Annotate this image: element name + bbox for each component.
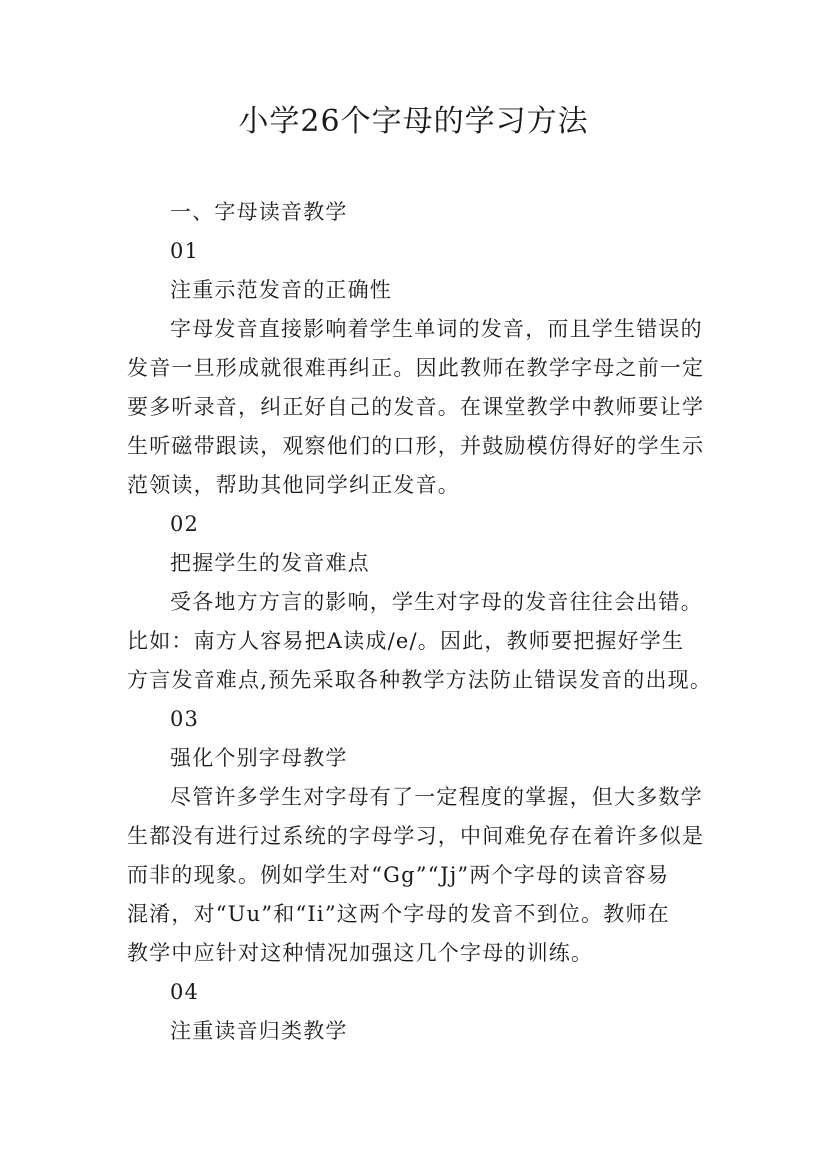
paragraph-line: 教学中应针对这种情况加强这几个字母的训练。 (127, 941, 594, 965)
paragraph-line: 生都没有进行过系统的字母学习，中间难免存在着许多似是 (127, 824, 705, 848)
paragraph-line: 方言发音难点,预先采取各种教学方法防止错误发音的出现。 (127, 668, 713, 692)
subheading: 注重示范发音的正确性 (170, 278, 392, 302)
item-number: 03 (170, 707, 200, 731)
paragraph-line: 混淆，对“Uu”和“Ii”这两个字母的发音不到位。教师在 (127, 902, 670, 926)
paragraph-line: 范领读，帮助其他同学纠正发音。 (127, 473, 460, 497)
paragraph-line: 尽管许多学生对字母有了一定程度的掌握，但大多数学 (170, 785, 703, 809)
paragraph-line: 而非的现象。例如学生对“Gg”“Jj”两个字母的读音容易 (127, 863, 670, 887)
paragraph-line: 字母发音直接影响着学生单词的发音，而且学生错误的 (170, 317, 703, 341)
subheading: 注重读音归类教学 (170, 1019, 348, 1043)
paragraph-line: 生听磁带跟读，观察他们的口形，并鼓励模仿得好的学生示 (127, 434, 705, 458)
section-heading: 一、字母读音教学 (170, 200, 348, 224)
paragraph-line: 发音一旦形成就很难再纠正。因此教师在教学字母之前一定 (127, 356, 705, 380)
document-title: 小学26个字母的学习方法 (238, 104, 589, 139)
paragraph-line: 要多听录音，纠正好自己的发音。在课堂教学中教师要让学 (127, 395, 705, 419)
paragraph-line: 受各地方方言的影响，学生对字母的发音往往会出错。 (170, 590, 703, 614)
item-number: 04 (170, 980, 200, 1004)
item-number: 01 (170, 239, 200, 263)
paragraph-line: 比如：南方人容易把A读成/e/。因此，教师要把握好学生 (127, 629, 685, 653)
subheading: 强化个别字母教学 (170, 746, 348, 770)
subheading: 把握学生的发音难点 (170, 551, 370, 575)
item-number: 02 (170, 512, 200, 536)
